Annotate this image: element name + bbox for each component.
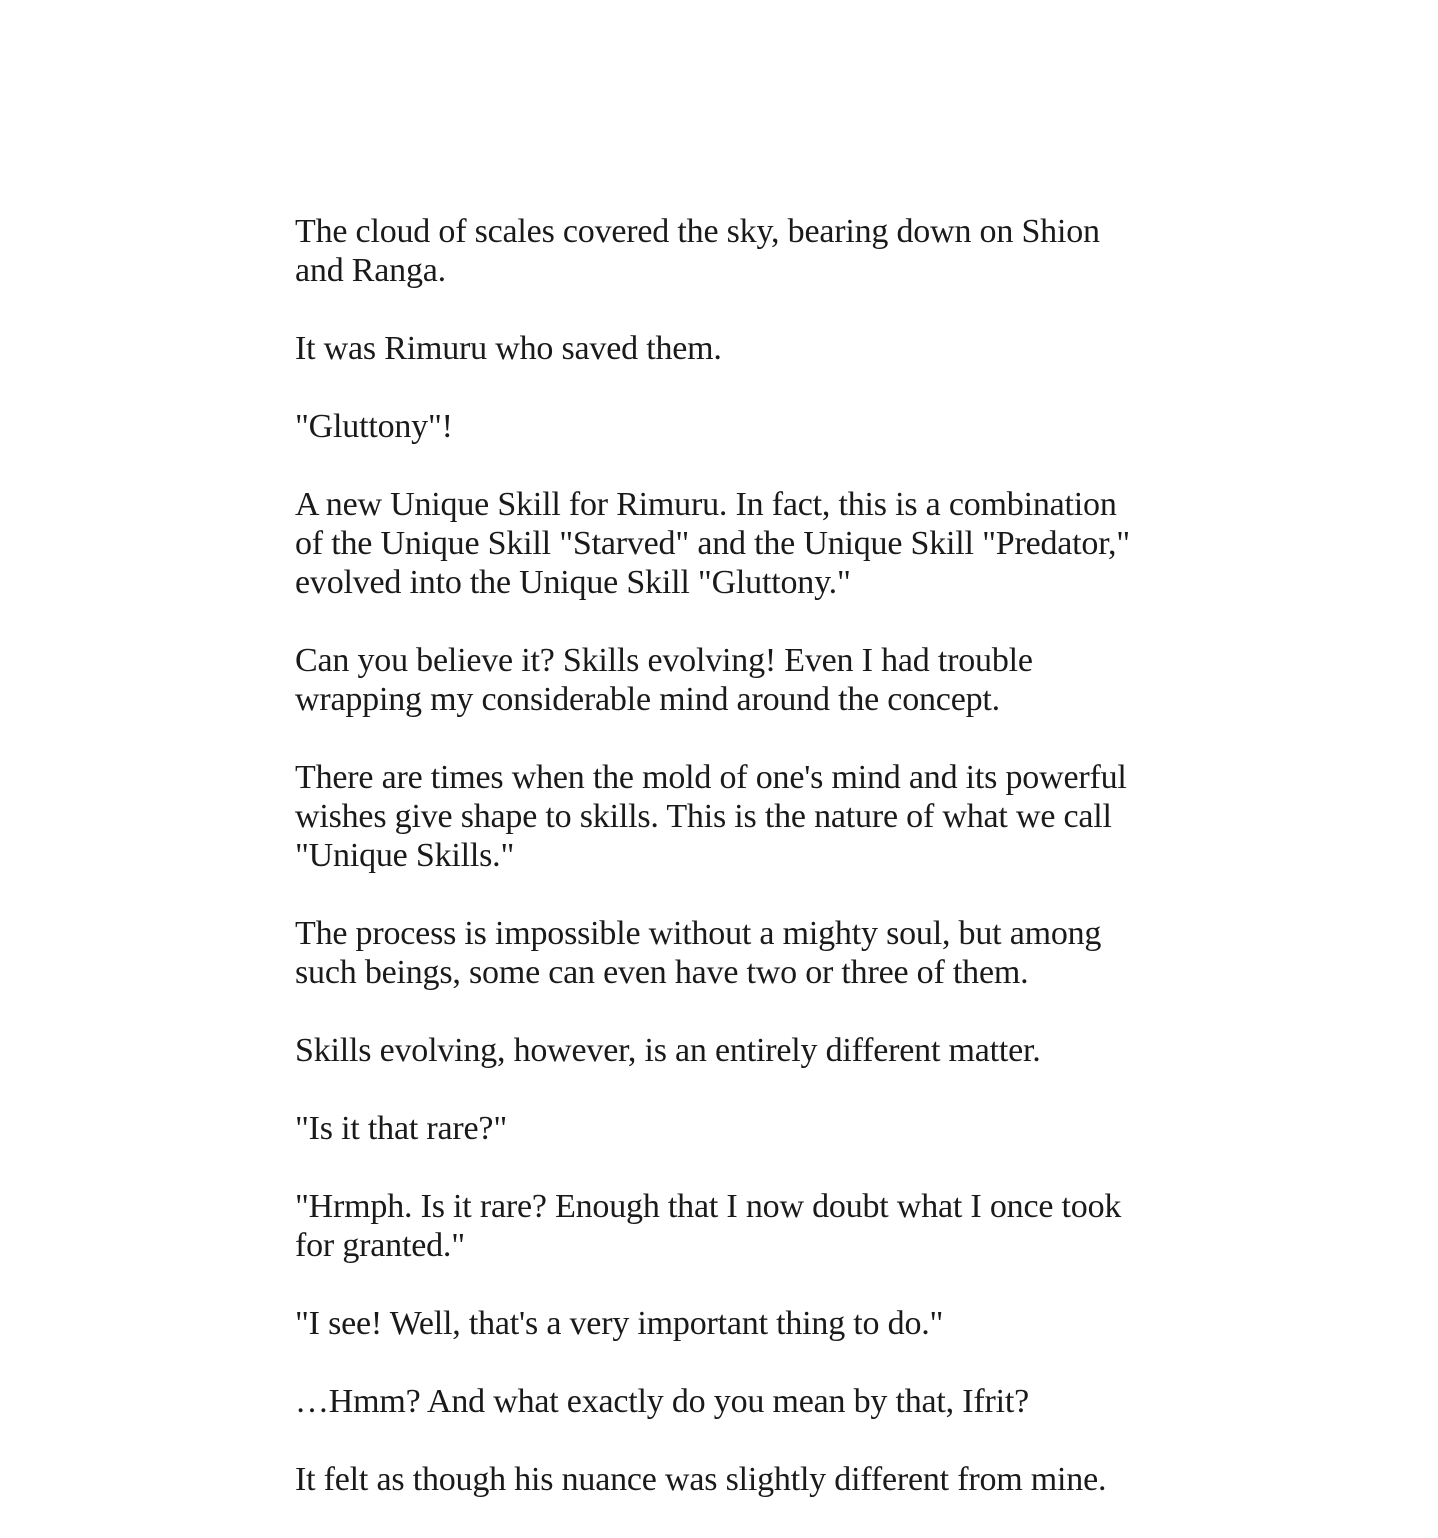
paragraph: Can you believe it? Skills evolving! Even I had trouble wrapping my considerable mind around the concept. [295, 642, 1033, 718]
paragraph: There are times when the mold of one's mind and its powerful wishes give shape to skills. This is the nature of what we call "Unique Skills." [295, 759, 1127, 874]
paragraph: "Is it that rare?" [295, 1110, 508, 1147]
paragraph: "I see! Well, that's a very important thing to do." [295, 1305, 944, 1342]
document-body [295, 212, 1145, 1538]
paragraph: A new Unique Skill for Rimuru. In fact, this is a combination of the Unique Skill "Starved" and the Unique Skill "Predator," evolved into the Unique Skill "Gluttony." [295, 486, 1130, 601]
paragraph: It felt as though his nuance was slightly different from mine. [295, 1461, 1107, 1498]
paragraph: The cloud of scales covered the sky, bearing down on Shion and Ranga. [295, 213, 1100, 289]
paragraph: It was Rimuru who saved them. [295, 330, 722, 367]
paragraph: The process is impossible without a mighty soul, but among such beings, some can even have two or three of them. [295, 915, 1102, 991]
paragraph: …Hmm? And what exactly do you mean by that, Ifrit? [295, 1383, 1030, 1420]
paragraph: "Gluttony"! [295, 408, 453, 445]
paragraph: "Hrmph. Is it rare? Enough that I now doubt what I once took for granted." [295, 1188, 1122, 1264]
paragraph: Skills evolving, however, is an entirely different matter. [295, 1032, 1041, 1069]
